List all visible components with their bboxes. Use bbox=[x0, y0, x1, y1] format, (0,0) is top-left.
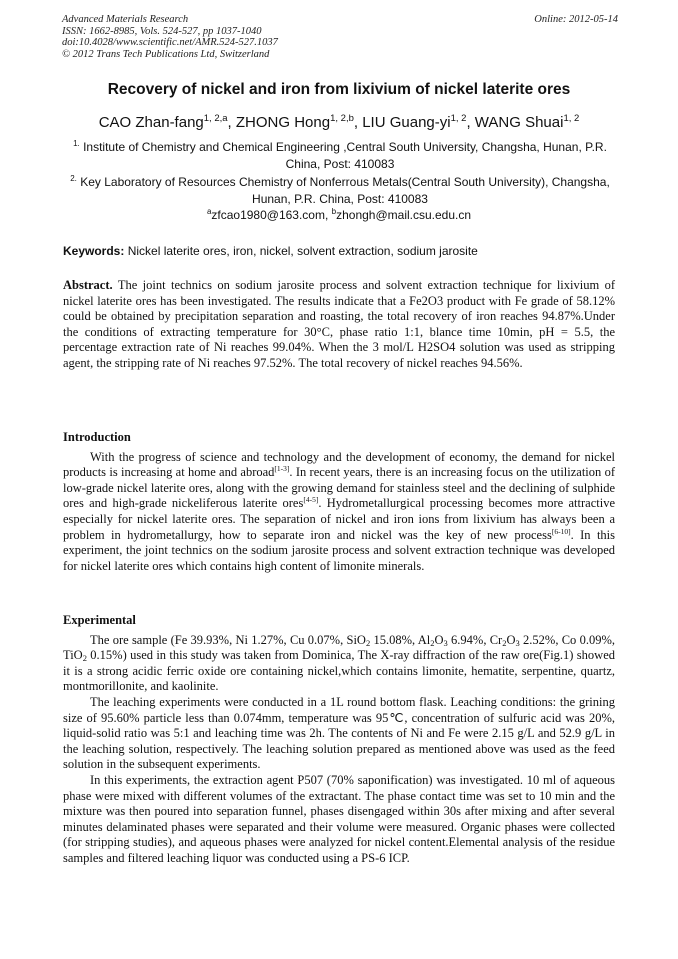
exp-text: 2.52%, Co 0.09%, TiO bbox=[63, 632, 615, 663]
issn-line: ISSN: 1662-8985, Vols. 524-527, pp 1037-1040 bbox=[62, 25, 262, 37]
affiliation-2 bbox=[70, 174, 610, 207]
intro-text: . In recent years, there is an increasing focus on the utilization of low-grade nickel laterite ores, along with the growing demand for stainless steel and the declining of sulphide ores and high-grade nickeliferous laterite ores bbox=[63, 465, 615, 511]
experimental-paragraph-1 bbox=[63, 633, 615, 695]
exp-text: The ore sample (Fe 39.93%, Ni 1.27%, Cu 0.07%, SiO bbox=[90, 632, 366, 647]
author-affil-mark: 1, 2 bbox=[450, 113, 467, 124]
abstract-section bbox=[63, 278, 615, 372]
intro-text: With the progress of science and technology and the development of economy, the demand for nickel products is increasing at home and abroad bbox=[63, 449, 615, 480]
author-affil-mark: 1, 2 bbox=[563, 113, 580, 124]
exp-text: 0.15%) used in this study was taken from Dominica, The X-ray diffraction of the raw ore(Fig.1) showed it is a strong acidic ferric oxide ore containing nickel,which contains limonite, hematite, serpentine, quartz, montmorillonite, and kaolinite. bbox=[63, 648, 615, 694]
abstract-label: Abstract. bbox=[63, 278, 113, 292]
exp-text: O bbox=[506, 632, 516, 647]
citation: [1-3] bbox=[274, 464, 290, 474]
author-separator: , bbox=[466, 114, 475, 131]
author-name: WANG Shuai bbox=[474, 114, 564, 131]
doi-line: doi:10.4028/www.scientific.net/AMR.524-527.1037 bbox=[62, 37, 278, 49]
experimental-paragraph-2: The leaching experiments were conducted in a 1L round bottom flask. Leaching conditions: the grining size of 95.60% particle less than 0.074mm, temperature was 95℃, concentration of sulfuric acid was 20%, liquid-solid ratio was 5:1 and leaching time was 2h. The contents of Ni and Fe were 2.15 g/L and 52.9 g/L in the leaching solution, respectively. The leaching solution prepared as mentioned above was used as the feed solution in the subsequent experiments. bbox=[63, 694, 615, 772]
author-list bbox=[0, 114, 678, 131]
author-emails bbox=[0, 208, 678, 222]
author-name: CAO Zhan-fang bbox=[98, 114, 204, 131]
online-date: Online: 2012-05-14 bbox=[534, 14, 618, 25]
author-separator: , bbox=[227, 114, 236, 131]
experimental-paragraph-3: In this experiments, the extraction agent P507 (70% saponification) was investigated. 10 ml of aqueous phase were mixed with different volumes of the extractant. The phase contact time was set to 10 min and the mixture was then poured into separation funnel, phases disengaged within 30s after mixing and after several minutes delaminated phases were separated and their volume were measured. Organic phases were collected (for stripping studies), and aqueous phases were analyzed for nickel content.Elemental analysis of the residue samples and filtered leaching liquor was conducted using a PS-6 ICP. bbox=[63, 772, 615, 865]
email-separator: , bbox=[324, 208, 332, 222]
exp-text: O bbox=[434, 632, 444, 647]
subscript: 2 bbox=[430, 637, 435, 648]
subscript: 2 bbox=[82, 653, 87, 664]
introduction-section bbox=[63, 430, 615, 574]
affiliation-mark: 2. bbox=[70, 174, 77, 183]
paper-title: Recovery of nickel and iron from lixivium of nickel laterite ores bbox=[107, 81, 571, 98]
author-affil-mark: 1, 2,a bbox=[203, 113, 228, 124]
copyright-line: © 2012 Trans Tech Publications Ltd, Switzerland bbox=[62, 48, 270, 60]
author-separator: , bbox=[353, 114, 363, 131]
author-name: LIU Guang-yi bbox=[362, 114, 451, 131]
abstract-text: The joint technics on sodium jarosite process and solvent extraction technique for lixivium of nickel laterite ores has been investigated. The results indicate that a Fe2O3 product with Fe grade of 58.12% could be obtained by precipitation separation and roasting, the total recovery of iron reaches 94.87%.Under the conditions of extracting temperature for 30°C, phase ratio 1:1, blance time 10min, pH = 5.5, the percentage extraction rate of Ni reaches 99.04%. When the 3 mol/L H2SO4 solution was used as stripping agent, the stripping rate of Ni reaches 97.52%. The total recovery of nickel reaches 94.56%. bbox=[63, 278, 615, 370]
keywords-label: Keywords: bbox=[63, 244, 125, 258]
author-affil-mark: 1, 2,b bbox=[330, 113, 354, 124]
exp-text: 15.08%, Al bbox=[370, 632, 431, 647]
author-name: ZHONG Hong bbox=[235, 114, 331, 131]
affiliation-mark: 1. bbox=[73, 139, 80, 148]
email-a[interactable]: zfcao1980@163.com bbox=[211, 208, 325, 222]
affiliation-text: Key Laboratory of Resources Chemistry of Nonferrous Metals(Central South University), Changsha, Hunan, P.R. China, Post: 410083 bbox=[80, 175, 610, 206]
experimental-section bbox=[63, 613, 615, 867]
subscript: 2 bbox=[502, 637, 507, 648]
citation: [6-10] bbox=[551, 526, 571, 536]
subscript: 3 bbox=[515, 637, 520, 648]
email-b[interactable]: zhongh@mail.csu.edu.cn bbox=[336, 208, 472, 222]
journal-header bbox=[62, 14, 618, 60]
keywords bbox=[63, 244, 619, 258]
introduction-paragraph bbox=[63, 450, 615, 575]
citation: [4-5] bbox=[303, 495, 319, 505]
affiliation-text: Institute of Chemistry and Chemical Engineering ,Central South University, Changsha, Hunan, P.R. China, Post: 410083 bbox=[83, 140, 607, 171]
affiliation-1 bbox=[70, 139, 610, 172]
intro-text: . Hydrometallurgical processing becomes more attractive especially for nickel laterite ores. The separation of nickel and iron ions from lixivium has always been a problem in hydrometallurgy, how to separate iron and nickel was the key of new process bbox=[63, 496, 616, 542]
experimental-heading: Experimental bbox=[63, 613, 136, 627]
introduction-heading: Introduction bbox=[63, 430, 131, 444]
journal-name: Advanced Materials Research bbox=[62, 14, 189, 25]
keywords-text: Nickel laterite ores, iron, nickel, solvent extraction, sodium jarosite bbox=[127, 244, 478, 258]
intro-text: . In this experiment, the joint technics on the sodium jarosite process and solvent extraction technique was developed for nickel laterite ores which contains high content of limonite minerals. bbox=[63, 527, 615, 573]
subscript: 2 bbox=[365, 637, 371, 648]
subscript: 3 bbox=[443, 637, 448, 648]
exp-text: 6.94%, Cr bbox=[447, 632, 503, 647]
email-mark-a: a bbox=[206, 207, 212, 216]
email-mark-b: b bbox=[331, 207, 337, 216]
